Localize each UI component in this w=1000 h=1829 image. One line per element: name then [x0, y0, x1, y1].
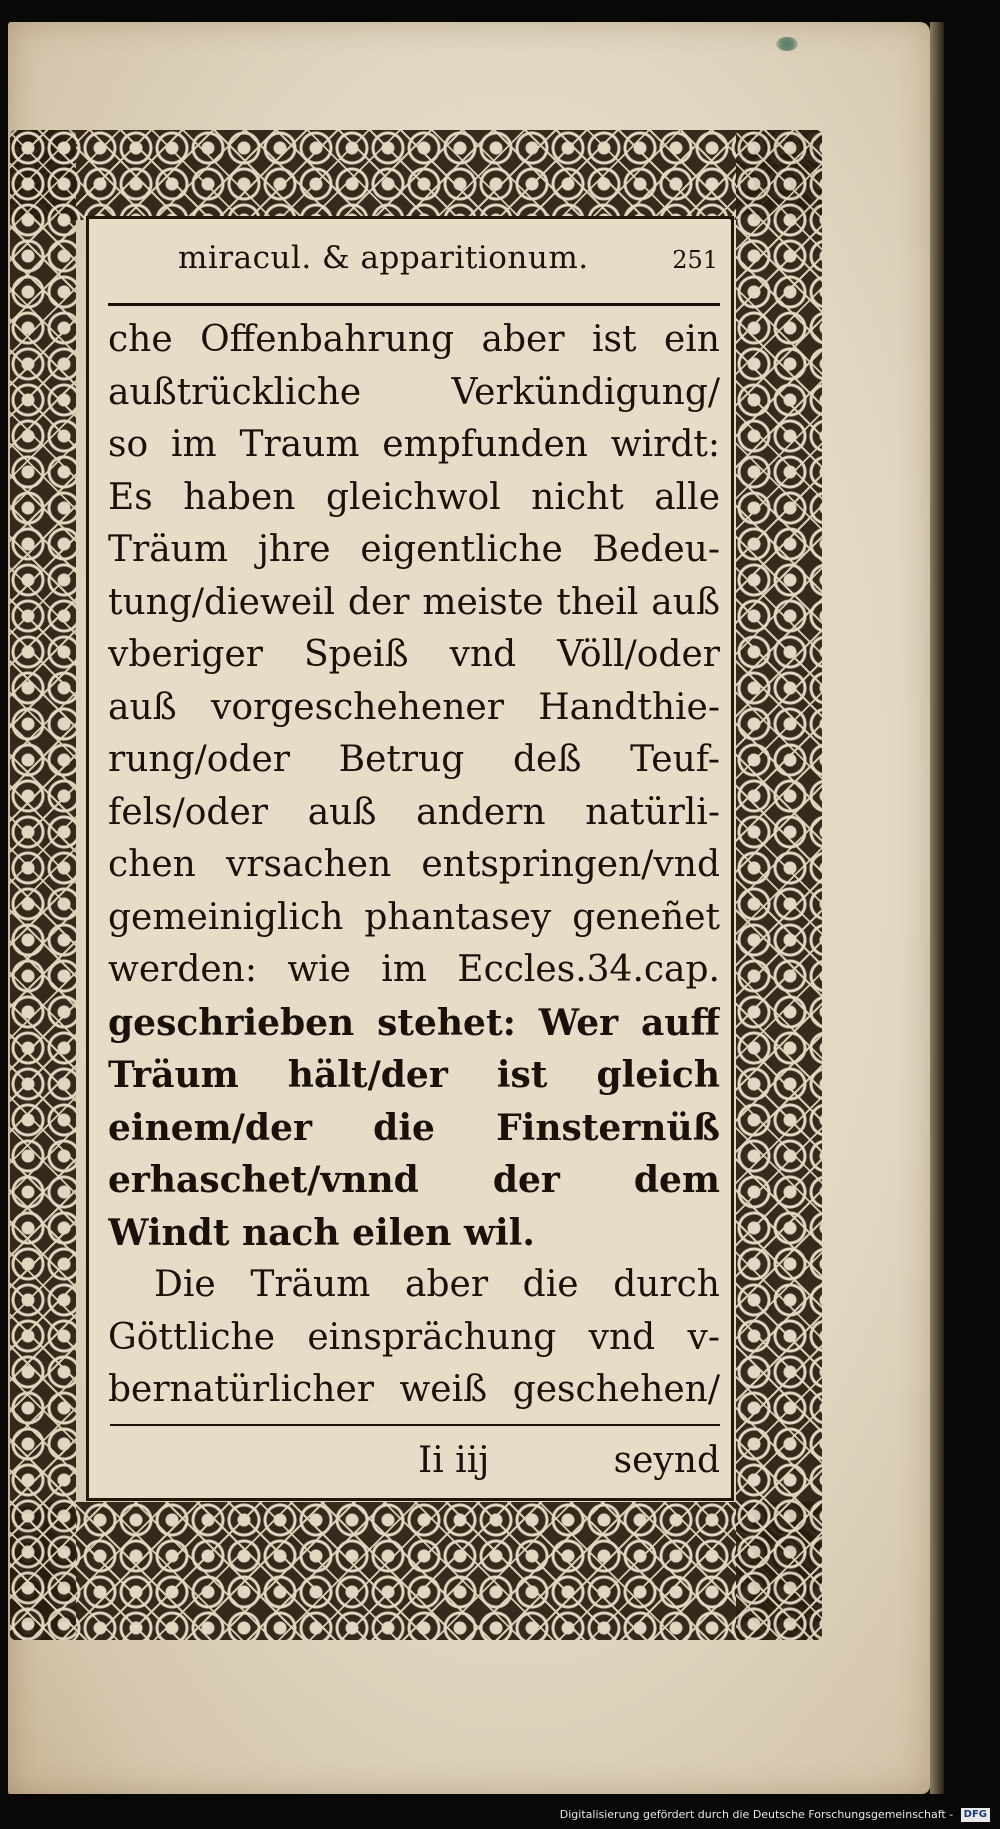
ornamental-border-bottom	[10, 1502, 822, 1640]
frame-rule-right	[731, 218, 734, 1498]
page-edge	[930, 22, 944, 1794]
ornamental-border-left	[10, 130, 76, 1640]
text-line: erhaschet/vnnd der dem	[108, 1159, 720, 1201]
head-rule	[108, 303, 720, 306]
text-line: bernatürlicher weiß geschehen/	[108, 1369, 720, 1410]
text-line: Die Träum aber die durch	[154, 1264, 720, 1305]
dfg-logo-icon: DFG	[961, 1808, 990, 1822]
text-line: Träum jhre eigentliche Bedeu-	[108, 529, 720, 570]
text-line: geschrieben stehet: Wer auff	[108, 1001, 720, 1044]
paper-stain	[776, 37, 798, 51]
text-line: chen vrsachen entspringen/vnd	[108, 844, 720, 885]
text-line: außtrückliche Verkündigung/	[108, 371, 720, 413]
signature-mark: Ii iij	[418, 1440, 490, 1481]
text-line: so im Traum empfunden wirdt:	[108, 424, 720, 465]
page-number: 251	[672, 246, 718, 274]
text-line: gemeiniglich phantasey geneñet	[108, 896, 720, 938]
catchword: seynd	[613, 1440, 720, 1481]
text-line: Windt nach eilen wil.	[108, 1211, 535, 1254]
text-line: auß vorgeschehener Handthie-	[108, 686, 720, 728]
ornamental-border-right	[736, 130, 822, 1640]
body-text	[108, 314, 720, 1417]
text-line: fels/oder auß andern natürli-	[108, 791, 720, 833]
text-line: rung/oder Betrug deß Teuf-	[108, 739, 720, 780]
frame-rule-top	[86, 216, 734, 219]
digitization-credit	[560, 1807, 990, 1823]
text-line: werden: wie im Eccles.34.cap.	[108, 949, 720, 990]
frame-rule-bottom	[86, 1498, 734, 1501]
text-line: vberiger Speiß vnd Völl/oder	[108, 634, 720, 675]
text-line: Träum hält/der ist gleich	[108, 1054, 720, 1096]
catch-line	[110, 1434, 720, 1488]
running-title: miracul. & apparitionum.	[178, 240, 589, 276]
credit-text: Digitalisierung gefördert durch die Deutsche Forschungsgemeinschaft -	[559, 1808, 954, 1821]
frame-rule-left	[86, 218, 89, 1498]
foot-rule	[110, 1424, 720, 1426]
text-line: Göttliche einsprächung vnd v-	[108, 1316, 720, 1358]
ornamental-border-top	[10, 130, 822, 220]
text-line: einem/der die Finsternüß	[108, 1106, 720, 1149]
text-line: Es haben gleichwol nicht alle	[108, 476, 720, 518]
running-head	[102, 234, 722, 294]
text-line: tung/dieweil der meiste theil auß	[108, 581, 720, 623]
book-page	[8, 22, 930, 1794]
text-line: che Offenbahrung aber ist ein	[108, 319, 720, 360]
